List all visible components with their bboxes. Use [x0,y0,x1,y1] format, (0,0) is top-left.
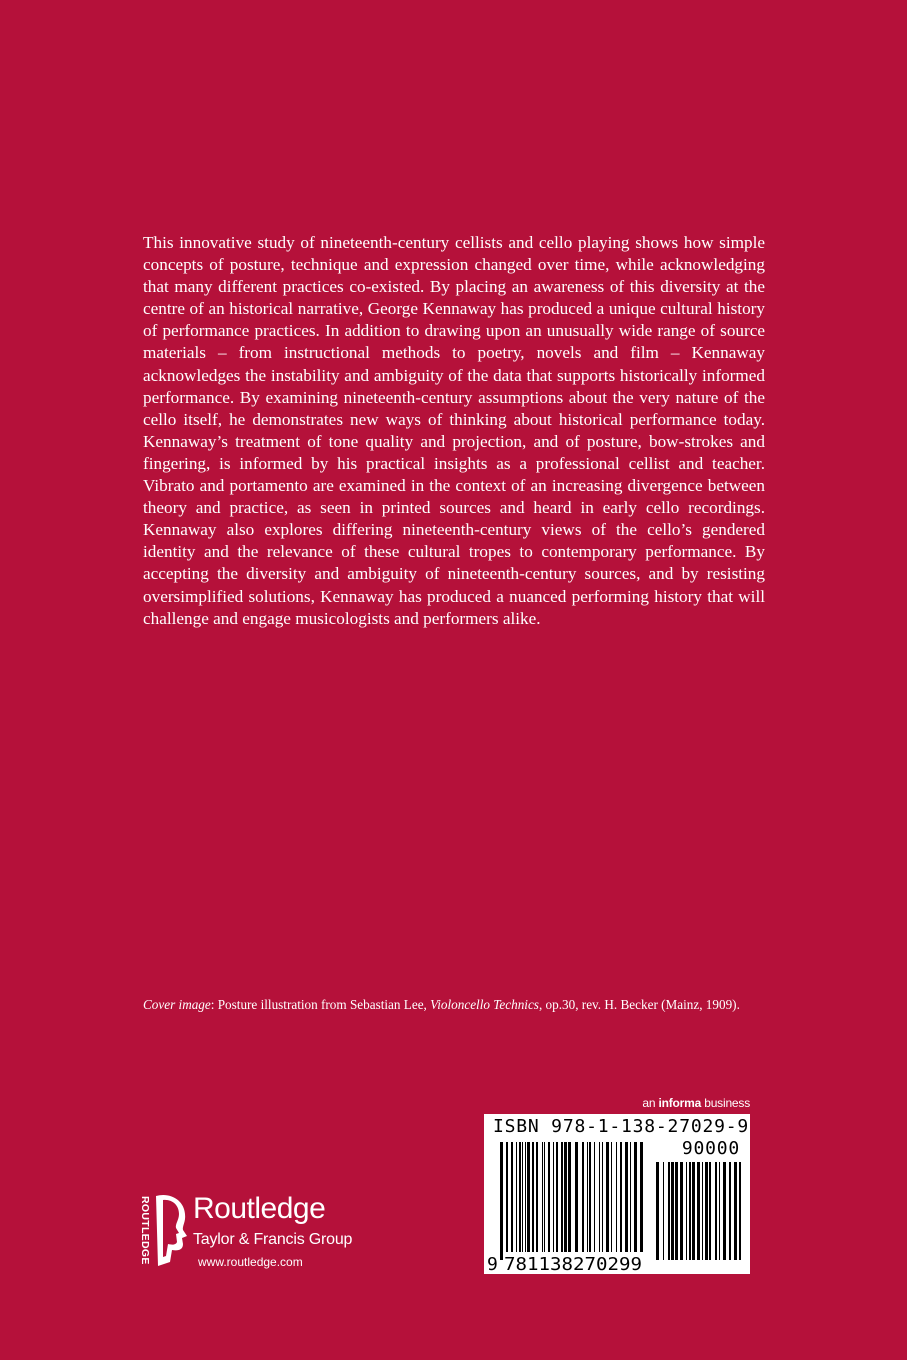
barcode-bar [589,1142,591,1252]
informa-brand: informa [658,1096,702,1110]
barcode-bar [620,1142,622,1252]
barcode-bar [525,1142,526,1252]
barcode-bar [575,1142,578,1252]
barcode-bar [542,1142,543,1252]
barcode-bar [689,1162,691,1260]
barcode-bar [656,1162,659,1260]
barcode-bar [723,1162,726,1260]
cover-credit-text-1: : Posture illustration from Sebastian Lee, [210,997,431,1012]
routledge-head-icon [136,1192,190,1270]
informa-suffix: business [701,1096,750,1110]
barcode-bar [516,1142,517,1252]
barcode-bar [522,1142,523,1252]
barcode-bar [715,1162,717,1260]
barcode-bar [675,1162,678,1260]
barcode-bar [734,1162,737,1260]
barcode-bar [692,1162,695,1260]
cover-image-credit [143,996,765,1014]
barcode-bar [553,1142,554,1252]
barcode-bar [544,1142,545,1252]
barcode-bar [680,1162,683,1260]
informa-business-tag [642,1096,750,1110]
barcode-bar [739,1162,741,1260]
barcode-bar [500,1142,503,1260]
barcode-addon-number: 90000 [681,1138,740,1159]
barcode-bar [702,1162,703,1260]
barcode-bar [668,1162,670,1260]
publisher-name: Routledge [193,1192,326,1225]
barcode-bar [634,1142,637,1252]
barcode-bar [640,1142,643,1252]
barcode-bar [568,1142,571,1252]
barcode-bar [697,1162,700,1260]
back-cover-blurb: This innovative study of nineteenth-century cellists and cello playing shows how simple concepts of posture, technique and expression changed over time, while acknowledging that many different practices co-existed. By placing an awareness of this diversity at the centre of an historical narrative, George Kennaway has produced a unique cultural history of performance practices. In addition to drawing upon an unusually wide range of source materials – from instructional methods to poetry, novels and film – Kennaway acknowledges the instability and ambiguity of the data that supports historically informed performance. By examining nineteenth-century assumptions about the very nature of the cello itself, he demonstrates new ways of thinking about historical performance today. Kennaway’s treatment of tone quality and projection, and of posture, bow-strokes and fingering, is informed by his practical insights as a professional cellist and teacher. Vibrato and portamento are examined in the context of an increasing divergence between theory and practice, as seen in printed sources and heard in early cello recordings. Kennaway also explores differing nineteenth-century views of the cello’s gendered identity and the relevance of these cultural tropes to contemporary performance. By accepting the diversity and ambiguity of nineteenth-century sources, and by resisting oversimplified solutions, Kennaway has produced a nuanced performing history that will challenge and engage musicologists and performers alike. [143,233,765,628]
barcode-bar [556,1142,558,1252]
barcode-bar [511,1142,513,1252]
barcode-bar [686,1162,687,1260]
barcode-bar [602,1142,603,1252]
barcode-bar [594,1142,595,1252]
informa-prefix: an [642,1096,659,1110]
barcode-bar [519,1142,521,1252]
isbn-barcode [484,1114,750,1274]
barcode-bar [527,1142,530,1252]
barcode-bar [506,1142,508,1252]
barcode-bar [606,1142,609,1252]
barcode-bar [599,1142,600,1252]
barcode-bar [616,1142,617,1252]
barcode-bar [625,1142,628,1252]
barcode-digits: 781138270299 [504,1255,642,1274]
barcode-bar [532,1142,534,1252]
cover-credit-label: Cover image [143,997,211,1012]
barcode-bar [729,1162,731,1260]
barcode-bar [719,1162,720,1260]
barcode-bar [705,1162,708,1260]
publisher-group: Taylor & Francis Group [193,1231,353,1248]
barcode-bar [582,1142,584,1252]
publisher-url: www.routledge.com [198,1255,303,1269]
routledge-logo [136,1192,396,1276]
addon-barcode-bars [656,1162,741,1260]
cover-credit-text-2: , op.30, rev. H. Becker (Mainz, 1909). [538,997,740,1012]
barcode-bar [561,1142,563,1252]
barcode-bar [630,1142,631,1252]
barcode-bar [548,1142,550,1252]
barcode-bar [709,1162,711,1260]
cover-credit-work: Violoncello Technics [430,997,539,1012]
barcode-digit-first: 9 [487,1254,498,1274]
routledge-vertical-mark: ROUTLEDGE [139,1196,151,1265]
barcode-bar [536,1142,538,1252]
main-barcode-bars [500,1142,643,1260]
barcode-bar [587,1142,588,1252]
barcode-bar [611,1142,612,1252]
barcode-bar [671,1162,674,1260]
isbn-label: ISBN 978-1-138-27029-9 [493,1116,750,1137]
barcode-bar [663,1162,664,1260]
barcode-bar [564,1142,567,1252]
